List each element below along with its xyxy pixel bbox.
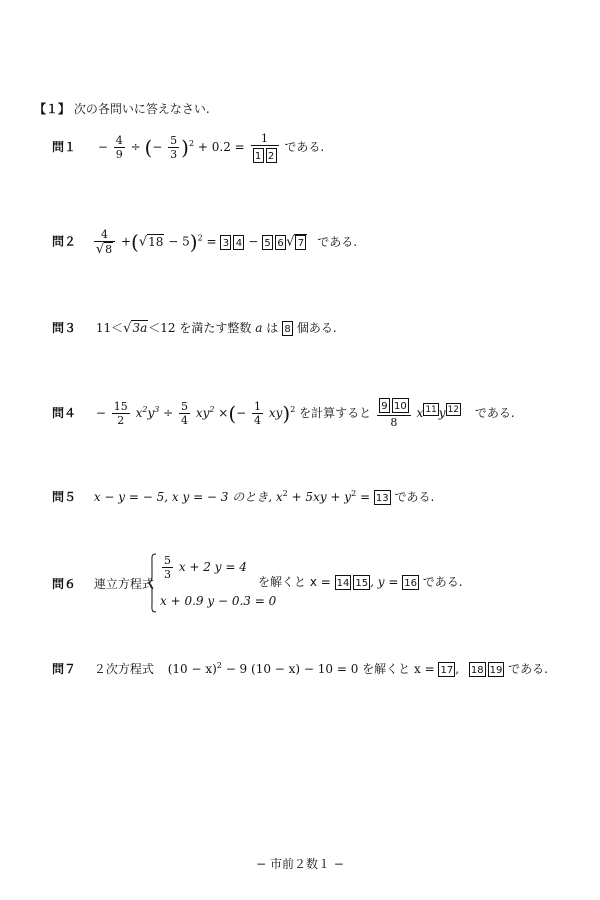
page-footer: − 市前２数１ − [256, 857, 344, 871]
q3-tail: 個ある. [296, 321, 337, 335]
q6-eq1 [160, 554, 247, 581]
q6-mid: を解くと x = [258, 575, 331, 589]
q5-text1: x − y = − 5, x y = − 3 のとき, x [93, 490, 283, 504]
q5-text2: + 5xy + y [287, 490, 352, 504]
q4-tail: である. [474, 406, 515, 420]
q3-radicand: 3a [132, 321, 148, 335]
q1-frac2-den: 3 [170, 148, 178, 161]
q3-lhs: 11 [95, 321, 112, 335]
answer-box-9[interactable]: 9 [379, 398, 390, 413]
q5-tail: である. [394, 490, 435, 504]
q2-minus5: − 5 [168, 234, 190, 249]
q1-frac2-num: 5 [170, 134, 178, 147]
answer-box-8[interactable]: 8 [282, 321, 293, 336]
question-1: 問１ − $\frac{4}{9}$ ÷ (− $\frac{5}{3}$ )$^2$ + 0.2 = $\frac{1}{1 2}$ である. [52, 132, 325, 162]
q4-frac2-num: 5 [181, 400, 188, 413]
q4-result-den: 8 [390, 416, 398, 429]
question-4: 問４ − $\frac{15}{2}$ $x^2y^3$ ÷ $\frac{5}{4}$ $xy^2$ ×(− $\frac{1}{4}$ xy)$^2$ を計算すると $\frac{9 10}{8}$ x 11 y 12 である. [52, 400, 515, 429]
q1-frac1-den: 9 [115, 148, 123, 161]
q1-result-num: 1 [251, 132, 279, 146]
question-7-label: 問７ [52, 662, 77, 676]
question-6-label: 問６ [52, 577, 77, 591]
q1-tail: である. [284, 140, 325, 154]
answer-box-19[interactable]: 19 [488, 662, 505, 677]
q6-tail: である. [422, 575, 463, 589]
section-header [34, 100, 210, 117]
answer-box-18[interactable]: 18 [469, 662, 486, 677]
q2-frac-num: 4 [94, 228, 115, 242]
q4-frac3-den: 4 [254, 414, 262, 427]
q6-eq1-num: 5 [164, 554, 171, 567]
q1-frac1-num: 4 [115, 134, 123, 147]
q7-eq1: (10 − x) [167, 662, 217, 676]
answer-box-5[interactable]: 5 [262, 235, 273, 250]
q4-mid: を計算すると [299, 406, 372, 420]
answer-box-6[interactable]: 6 [275, 235, 286, 250]
question-3-label: 問３ [52, 321, 77, 335]
q6-eq1-rest: x + 2 y = 4 [178, 560, 247, 574]
q6-eq2: x + 0.9 y − 0.3 = 0 [160, 594, 277, 608]
q7-title: ２次方程式 [93, 662, 154, 676]
q4-frac1-num: 15 [113, 400, 128, 413]
question-2-label: 問２ [52, 234, 77, 249]
answer-box-4[interactable]: 4 [233, 235, 244, 250]
q6-y: , y = [370, 575, 399, 589]
q7-eq2: − 9 (10 − x) − 10 = 0 を解くと x = [221, 662, 435, 676]
answer-box-16[interactable]: 16 [402, 575, 419, 590]
q6-eq1-den: 3 [164, 568, 171, 581]
answer-box-1[interactable]: 1 [253, 148, 264, 163]
equation-system-brace [147, 553, 157, 613]
answer-box-3[interactable]: 3 [220, 235, 231, 250]
answer-box-13[interactable]: 13 [374, 490, 391, 505]
answer-box-7[interactable]: 7 [295, 235, 306, 250]
answer-box-15[interactable]: 15 [353, 575, 370, 590]
q2-frac-den: 8 [105, 243, 113, 256]
q6-answer [258, 573, 463, 590]
q2-root: 18 [148, 234, 164, 249]
q3-mid: を満たす整数 [179, 321, 252, 335]
q1-plus: + 0.2 = [197, 140, 245, 154]
q3-var: a [255, 321, 263, 335]
question-5: 問５ x − y = − 5, x y = − 3 のとき, $x^2 + 5xy + y^2 = 13$ である. [52, 489, 435, 504]
section-bracket: 【１】 [34, 102, 71, 116]
q2-tail: である. [317, 234, 358, 249]
q7-tail: である. [508, 662, 548, 676]
answer-box-14[interactable]: 14 [335, 575, 352, 590]
q3-ha: は [266, 321, 279, 335]
q3-rhs: 12 [160, 321, 176, 335]
q6-title: 連立方程式 [93, 577, 154, 591]
question-1-label: 問１ [52, 140, 77, 154]
q4-frac2-den: 4 [181, 414, 188, 427]
question-3: 問３ 11＜√3a＜12 を満たす整数 a は 8 個ある. [52, 321, 337, 336]
question-6-label-row [52, 575, 154, 592]
q5-text3: = [356, 490, 371, 504]
q4-frac3-num: 1 [254, 400, 262, 413]
question-5-label: 問５ [52, 490, 77, 504]
question-7: 問７ ２次方程式 $(10 - x)^2 - 9$ (10 − x) − 10 = 0 を解くと x = 17 , 18 19 である. [52, 661, 548, 676]
question-2: 問２ $\frac{4}{√8}$ $+(√18 - 5)^2 = 3$ 4 − 5 6 √ 7 である. [52, 228, 358, 257]
answer-box-2[interactable]: 2 [266, 148, 277, 163]
answer-box-10[interactable]: 10 [392, 398, 409, 413]
answer-box-17[interactable]: 17 [438, 662, 455, 677]
answer-box-11[interactable]: 11 [425, 405, 437, 415]
question-4-label: 問４ [52, 406, 77, 420]
instruction-text: 次の各問いに答えなさい. [73, 102, 210, 116]
q4-frac1-den: 2 [117, 414, 125, 427]
answer-box-12[interactable]: 12 [447, 405, 460, 415]
